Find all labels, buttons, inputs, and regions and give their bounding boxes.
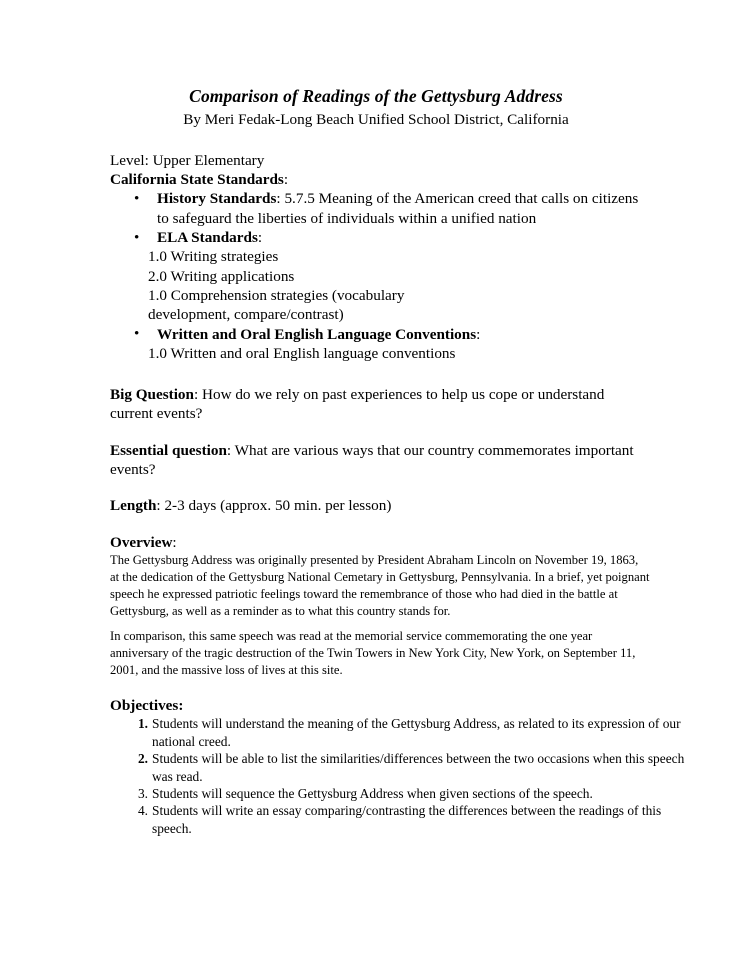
- overview-paragraph-1: The Gettysburg Address was originally presented by President Abraham Lincoln on November 19, 1863, at the dedication of the Gettysburg National Cemetary in Gettysburg, Pennsylvania. In a brief, yet poignant speech he expressed patriotic feelings toward the remembrance of those who had died in the battle at Gettysburg, as well as a reminder as to what this country stands for.: [110, 552, 650, 618]
- page-subtitle: By Meri Fedak-Long Beach Unified School District, California: [183, 110, 569, 128]
- overview-heading: [110, 533, 642, 552]
- spacer: [110, 424, 642, 441]
- bullet-icon: •: [134, 189, 140, 207]
- standards-heading-colon: :: [283, 171, 289, 189]
- objectives-heading: [110, 696, 642, 715]
- spacer: [110, 516, 642, 533]
- overview-heading-colon: :: [172, 533, 177, 551]
- objective-number: 4.: [137, 803, 148, 819]
- big-question-colon: :: [193, 386, 199, 404]
- bullet-icon: •: [134, 325, 140, 343]
- ela-sub-item: 1.0 Comprehension strategies (vocabulary: [148, 286, 405, 304]
- standards-list-item-conventions: [110, 325, 642, 344]
- essential-question-colon: :: [226, 441, 232, 459]
- spacer: [110, 129, 642, 151]
- standards-list-item-ela: [110, 228, 642, 247]
- length-line: [110, 496, 642, 515]
- history-standards-label: History Standards: [157, 190, 277, 208]
- ela-sub-list: [110, 247, 642, 324]
- big-question-text: How do we rely on past experiences to help us cope or understand current events?: [110, 386, 605, 423]
- objectives-list: [110, 715, 685, 837]
- conventions-label: Written and Oral English Language Conventions: [157, 325, 477, 343]
- essential-question-label: Essential question: [110, 441, 227, 459]
- spacer: [110, 619, 642, 628]
- conventions-sub-item: 1.0 Written and oral English language conventions: [148, 344, 456, 362]
- objective-item: [110, 785, 692, 802]
- spacer: [110, 479, 642, 496]
- history-standards-text: 5.7.5 Meaning of the American creed that calls on citizens to safeguard the liberties of individuals within a unified nation: [157, 190, 639, 227]
- standards-heading: [110, 170, 642, 189]
- ela-standards-colon: :: [257, 229, 263, 247]
- essential-question-text: What are various ways that our country commemorates important events?: [110, 441, 634, 479]
- ela-standards-label: ELA Standards: [157, 229, 258, 247]
- objectives-heading-label: Objectives:: [110, 697, 184, 715]
- objective-text: Students will be able to list the similarities/differences between the two occasions when this speech was read.: [152, 751, 685, 784]
- big-question-label: Big Question: [110, 386, 194, 404]
- objective-item: [110, 750, 692, 785]
- document-body: [110, 86, 685, 837]
- length-text: 2-3 days (approx. 50 min. per lesson): [160, 497, 392, 515]
- history-standards-colon: :: [276, 190, 281, 208]
- ela-sub-item: 2.0 Writing applications: [148, 267, 295, 285]
- objective-text: Students will write an essay comparing/contrasting the differences between the readings of this speech.: [152, 803, 662, 836]
- objective-number: 1.: [137, 716, 148, 732]
- essential-question: [110, 441, 642, 480]
- overview-heading-label: Overview: [110, 533, 173, 551]
- objective-item: [110, 802, 692, 837]
- objective-text: Students will sequence the Gettysburg Address when given sections of the speech.: [152, 786, 593, 802]
- length-colon: :: [156, 497, 161, 515]
- length-label: Length: [110, 497, 157, 515]
- spacer: [110, 679, 642, 696]
- page-title: Comparison of Readings of the Gettysburg Address: [189, 86, 563, 106]
- overview-paragraph-2: In comparison, this same speech was read at the memorial service commemorating the one year anniversary of the tragic destruction of the Twin Towers in New York City, New York, on September 11, 2001, and the massive loss of lives at this site.: [110, 629, 636, 678]
- bullet-icon: •: [134, 228, 140, 246]
- level-line: [110, 151, 642, 170]
- ela-sub-item: 1.0 Writing strategies: [148, 248, 279, 266]
- objective-number: 2.: [137, 751, 148, 767]
- big-question: [110, 385, 642, 424]
- conventions-sub-list: [110, 344, 642, 363]
- conventions-colon: :: [476, 325, 481, 343]
- objective-item: [110, 715, 692, 750]
- ela-sub-item-continuation: development, compare/contrast): [148, 306, 344, 324]
- objective-number: 3.: [137, 786, 148, 802]
- spacer: [110, 363, 642, 385]
- level-text: Level: Upper Elementary: [110, 151, 265, 169]
- standards-list-item-history: [110, 189, 642, 228]
- objective-text: Students will understand the meaning of the Gettysburg Address, as related to its expression of our national creed.: [152, 716, 681, 749]
- standards-heading-label: California State Standards: [110, 171, 284, 189]
- standards-list: [110, 189, 642, 363]
